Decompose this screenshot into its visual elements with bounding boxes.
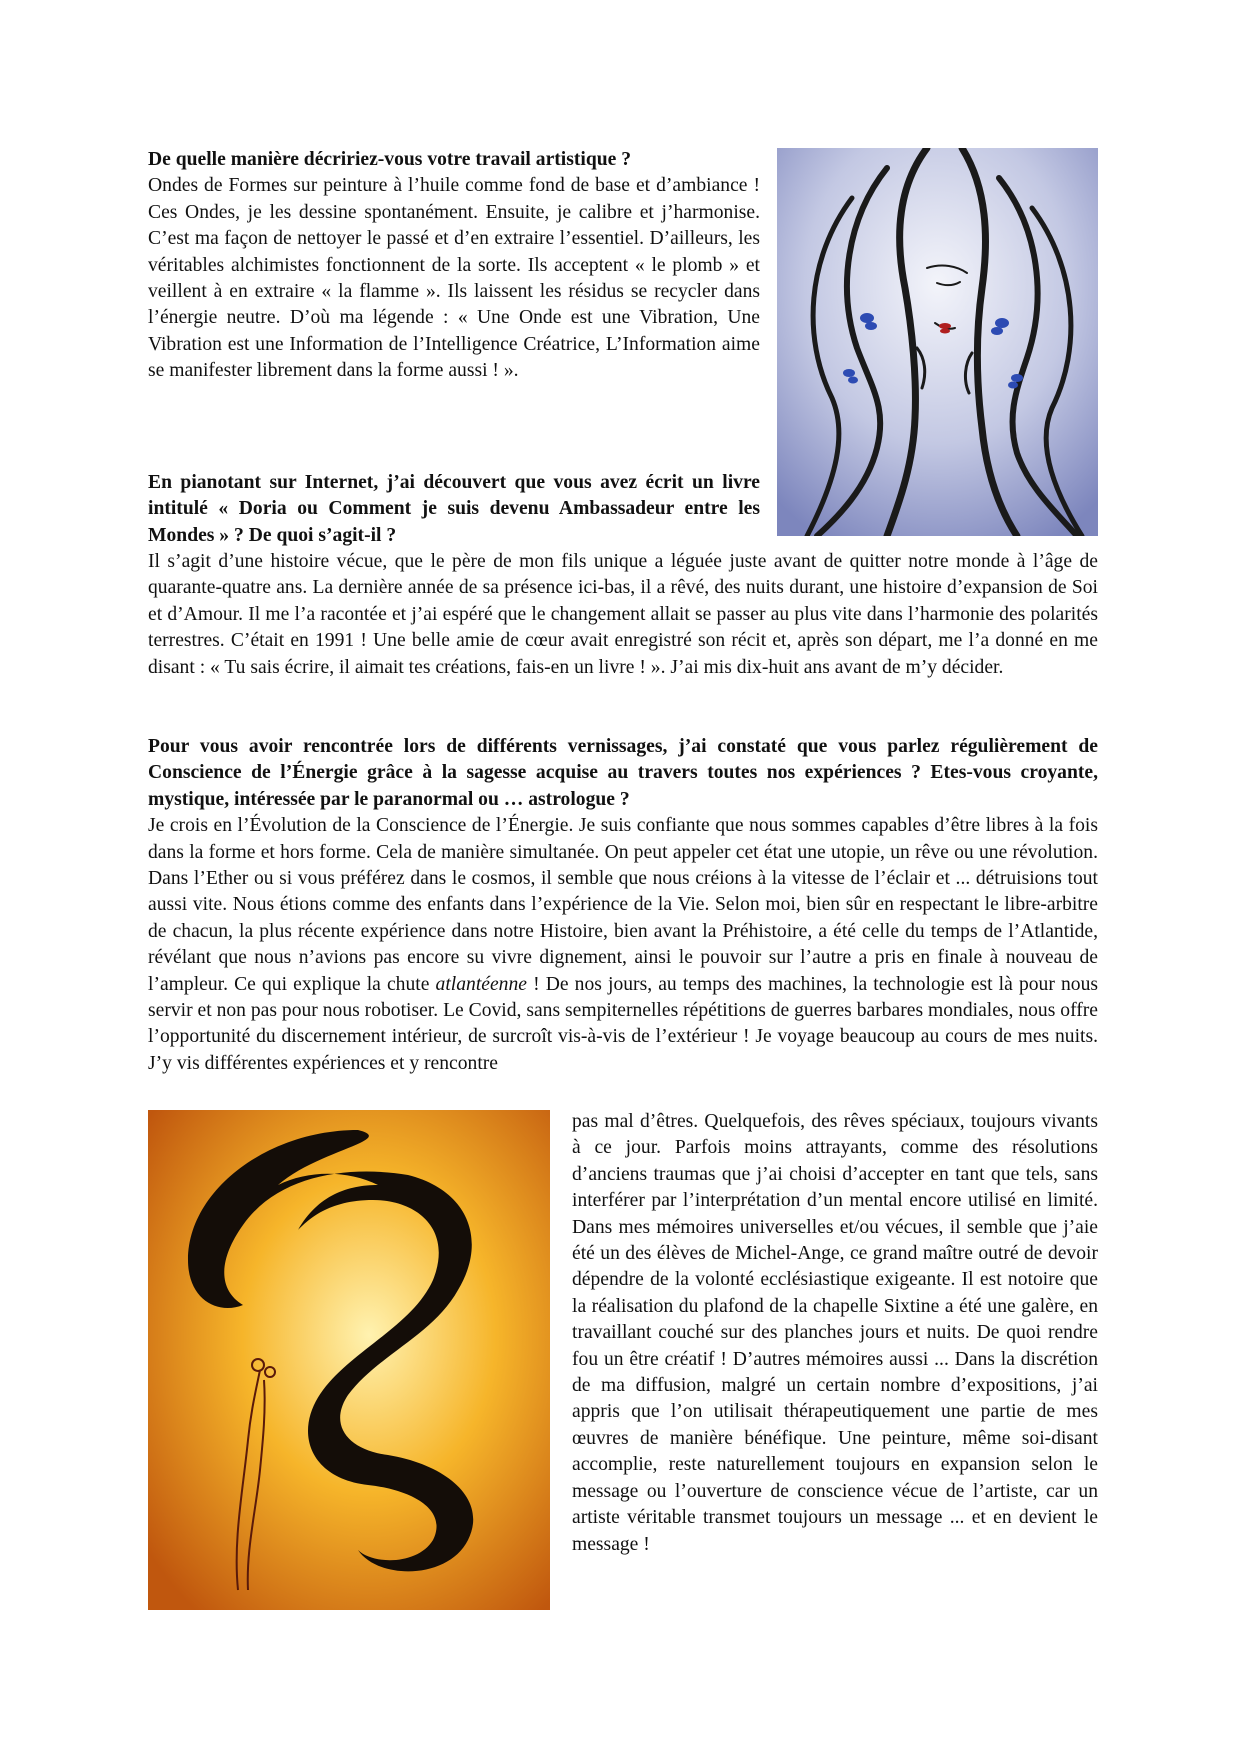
painting-curves [148,1110,550,1610]
question-3: Pour vous avoir rencontrée lors de différents vernissages, j’ai constaté que vous parlez régulièrement de Conscience de l’Énergie grâce à la sagesse acquise au travers toutes nos expériences ? Etes-vous croyante, mystique, intéressée par le paranormal ou … astrologue ? [148,736,1098,810]
question-1: De quelle manière décririez-vous votre travail artistique ? [148,149,632,170]
answer-1: Ondes de Formes sur peinture à l’huile comme fond de base et d’ambiance ! Ces Ondes, je les dessine spontanément. Ensuite, je calibre et j’harmonise. C’est ma façon de nettoyer le passé et d’en extraire l’essentiel. D’ailleurs, les véritables alchimistes fonctionnent de la sorte. Ils acceptent « le plomb » et veillent à en extraire « la flamme ». Ils laissent les résidus se recycler dans l’énergie neutre. D’où ma légende : « Une Onde est une Vibration, Une Vibration est une Information de l’Intelligence Créatrice, L’Information aime se manifester librement dans la forme aussi ! ». [148,175,760,382]
answer-3-italic: atlantéenne [435,973,527,995]
answer-3c: pas mal d’êtres. Quelquefois, des rêves spéciaux, toujours vivants à ce jour. Parfois moins attrayants, comme des résolutions d’anciens traumas que j’ai choisi d’accepter en tant que tels, sans interférer par l’interprétation d’un mental encore utilisé en limité. Dans mes mémoires universelles et/ou vécues, il semble que j’aie été un des élèves de Michel-Ange, ce grand maître outré de devoir dépendre de la volonté ecclésiastique exigeante. Il est notoire que la réalisation du plafond de la chapelle Sixtine a été une galère, en travaillant couché sur des planches jours et nuits. De quoi rendre fou un être créatif ! D’autres mémoires aussi ... Dans la discrétion de ma diffusion, malgré un certain nombre d’expositions, j’ai appris que l’on utilisait thérapeutiquement une partie de mes œuvres de manière bénéfique. Une peinture, même soi-disant accomplie, reste naturellement toujours en expansion selon le message ou l’ouverture de conscience vécue de l’artiste, car un artiste véritable transmet toujours un message ... et en devient le message ! [572,1111,1098,1555]
answer-3b-text: ! De nos jours, au temps des machines, la technologie est là pour nous servir et non pas pour nous robotiser. Le Covid, sans sempiternelles répétitions de guerres barbares mondiales, nous offre l’opportunité du discernement intérieur, de surcroît vis-à-vis de l’extérieur ! Je voyage beaucoup au cours de mes nuits. J’y vis différentes expériences et y rencontre [148,973,1098,1074]
section-2-answer-block [148,549,1098,681]
question-2: En pianotant sur Internet, j’ai découvert que vous avez écrit un livre intitulé « Doria ou Comment je suis devenu Ambassadeur entre les Mondes » ? De quoi s’agit-il ? [148,472,760,546]
answer-3a [148,813,1098,1077]
answer-3a-text: Je crois en l’Évolution de la Conscience de l’Énergie. Je suis confiante que nous sommes capables d’être libres à la fois dans la forme et hors forme. Cela de manière simultanée. On peut appeler cet état une utopie, un rêve ou une révolution. Dans l’Ether ou si vous préférez dans le cosmos, il semble que nous créions à la vitesse de l’éclair et ... détruisions tout aussi vite. Nous étions comme des enfants dans l’expérience de la Vie. Selon moi, bien sûr en respectant le libre-arbitre de chacun, la plus récente expérience dans notre Histoire, bien avant la Préhistoire, a été celle du temps de l’Atlantide, révélant que nous n’avions pas encore su vivre dignement, ainsi le pouvoir sur l’autre a pris en finale à nouveau de l’ampleur. Ce qui explique la chute [148,815,1098,995]
section-1 [148,147,760,385]
section-3 [148,734,1098,1077]
section-2 [148,470,760,549]
painting-faces [777,148,1098,536]
section-3-continued [572,1109,1098,1558]
answer-2: Il s’agit d’une histoire vécue, que le père de mon fils unique a léguée juste avant de quitter notre monde à l’âge de quarante-quatre ans. La dernière année de sa présence ici-bas, il a rêvé, des nuits durant, une histoire d’expansion de Soi et d’Amour. Il me l’a racontée et j’ai espéré que le changement allait se passer au plus vite dans l’harmonie des polarités terrestres. C’était en 1991 ! Une belle amie de cœur avait enregistré son récit et, après son départ, me l’a donné en me disant : « Tu sais écrire, il aimait tes créations, fais-en un livre ! ». J’ai mis dix-huit ans avant de m’y décider. [148,551,1098,678]
